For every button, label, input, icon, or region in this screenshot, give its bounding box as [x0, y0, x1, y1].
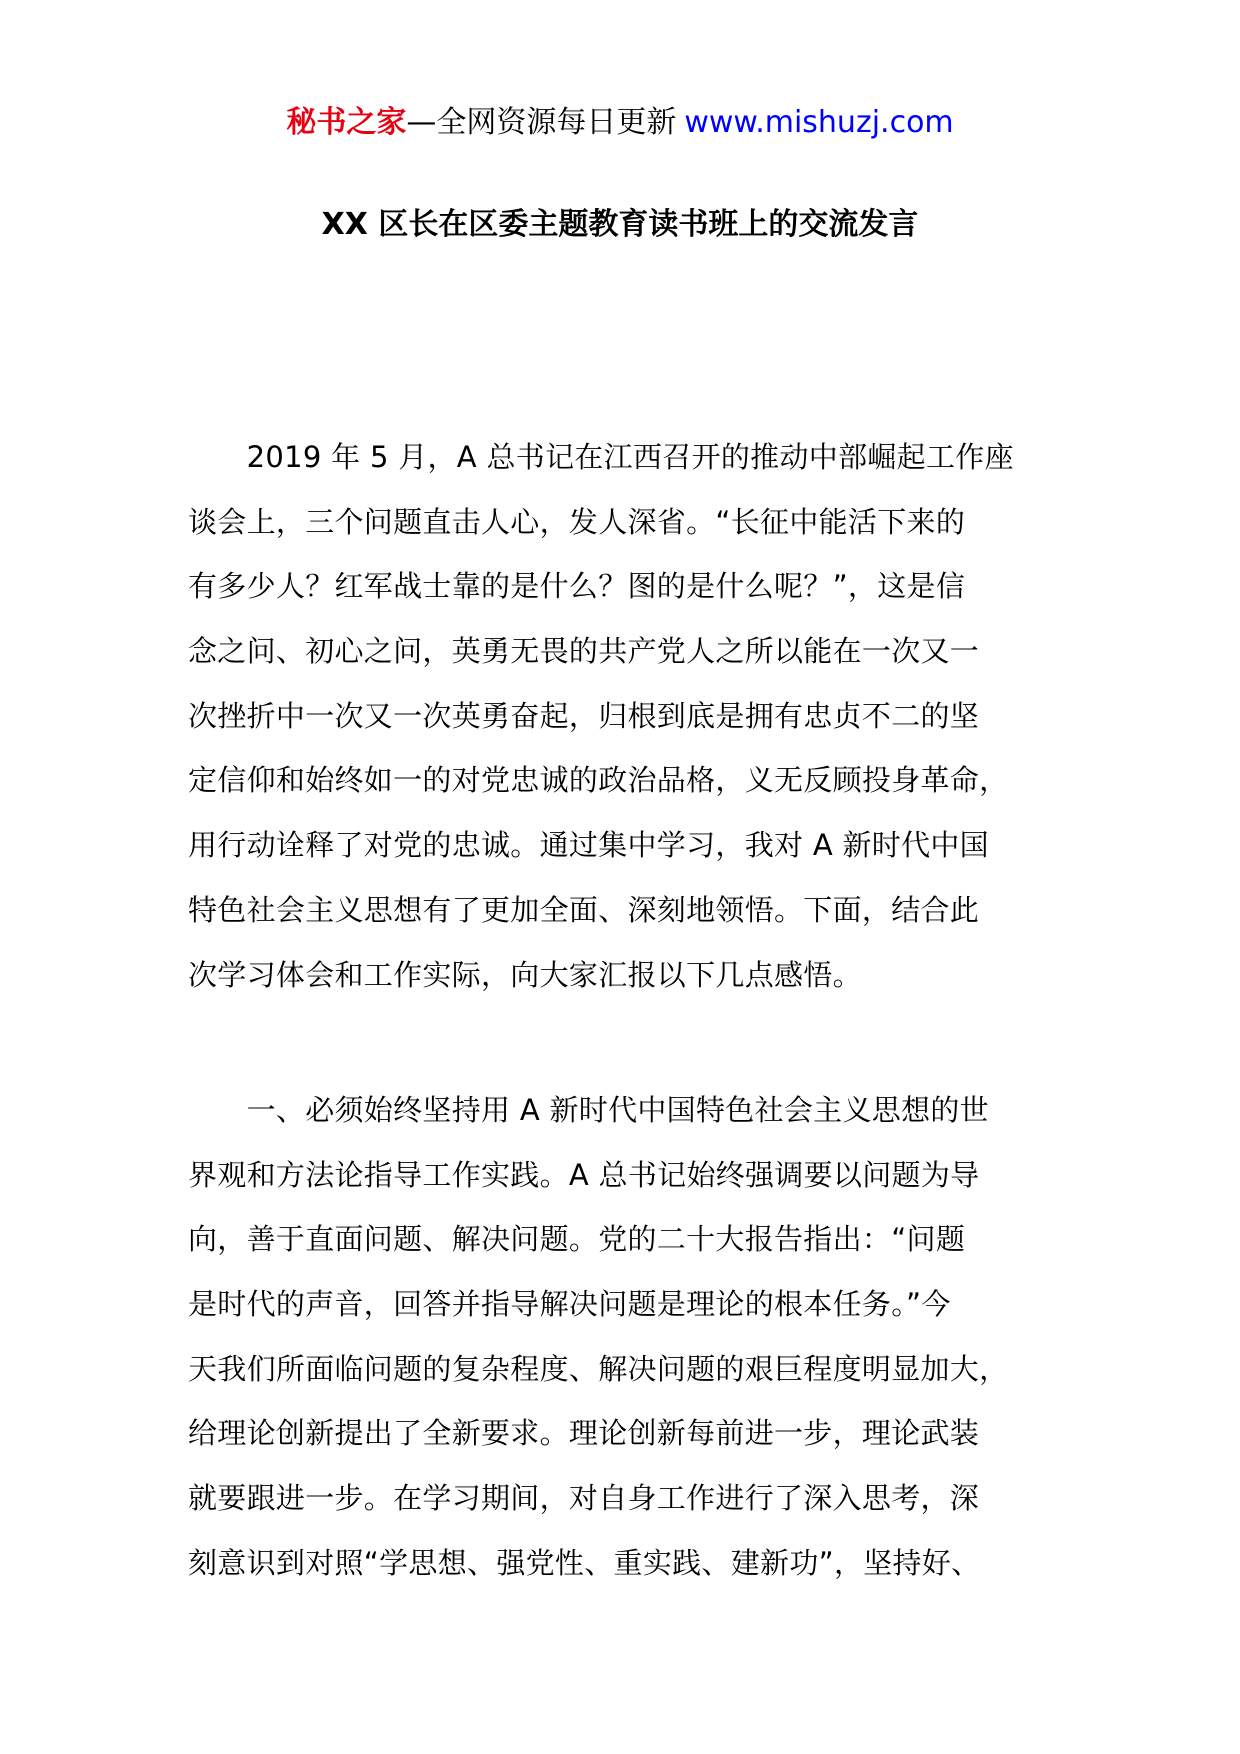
paragraph-line: 谈会上，三个问题直击人心，发人深省。“长征中能活下来的 [188, 504, 966, 539]
paragraph-line: 是时代的声音，回答并指导解决问题是理论的根本任务。”今 [188, 1287, 951, 1322]
paragraph-line: 念之问、初心之问，英勇无畏的共产党人之所以能在一次又一 [188, 634, 980, 669]
paragraph-line: 用行动诠释了对党的忠诚。通过集中学习，我对 A 新时代中国 [188, 828, 989, 863]
document-title: XX 区长在区委主题教育读书班上的交流发言 [321, 207, 919, 242]
brand-name: 秘书之家 [286, 105, 407, 140]
header-tagline: —全网资源每日更新 [406, 105, 677, 140]
site-url-link[interactable]: www.mishuzj.com [684, 105, 954, 140]
paragraph-line: 就要跟进一步。在学习期间，对自身工作进行了深入思考，深 [188, 1481, 980, 1516]
paragraph-line: 给理论创新提出了全新要求。理论创新每前进一步，理论武装 [188, 1416, 980, 1451]
paragraph-line: 天我们所面临问题的复杂程度、解决问题的艰巨程度明显加大， [188, 1351, 1009, 1386]
paragraph-1 [188, 425, 1088, 1007]
paragraph-line: 有多少人？红军战士靠的是什么？图的是什么呢？”，这是信 [188, 569, 966, 604]
site-header [0, 103, 1240, 143]
paragraph-line: 定信仰和始终如一的对党忠诚的政治品格，义无反顾投身革命， [188, 763, 1009, 798]
paragraph-line: 一、必须始终坚持用 A 新时代中国特色社会主义思想的世 [188, 1093, 989, 1127]
paragraph-line: 刻意识到对照“学思想、强党性、重实践、建新功”，坚持好、 [188, 1545, 981, 1580]
paragraph-line: 次挫折中一次又一次英勇奋起，归根到底是拥有忠贞不二的坚 [188, 698, 980, 733]
paragraph-line: 2019 年 5 月，A 总书记在江西召开的推动中部崛起工作座 [188, 440, 1014, 474]
paragraph-line: 界观和方法论指导工作实践。A 总书记始终强调要以问题为导 [188, 1157, 980, 1192]
paragraph-line: 次学习体会和工作实际，向大家汇报以下几点感悟。 [188, 957, 862, 992]
paragraph-2 [188, 1078, 1088, 1596]
paragraph-line: 特色社会主义思想有了更加全面、深刻地领悟。下面，结合此 [188, 892, 980, 927]
paragraph-line: 向，善于直面问题、解决问题。党的二十大报告指出：“问题 [188, 1222, 966, 1257]
